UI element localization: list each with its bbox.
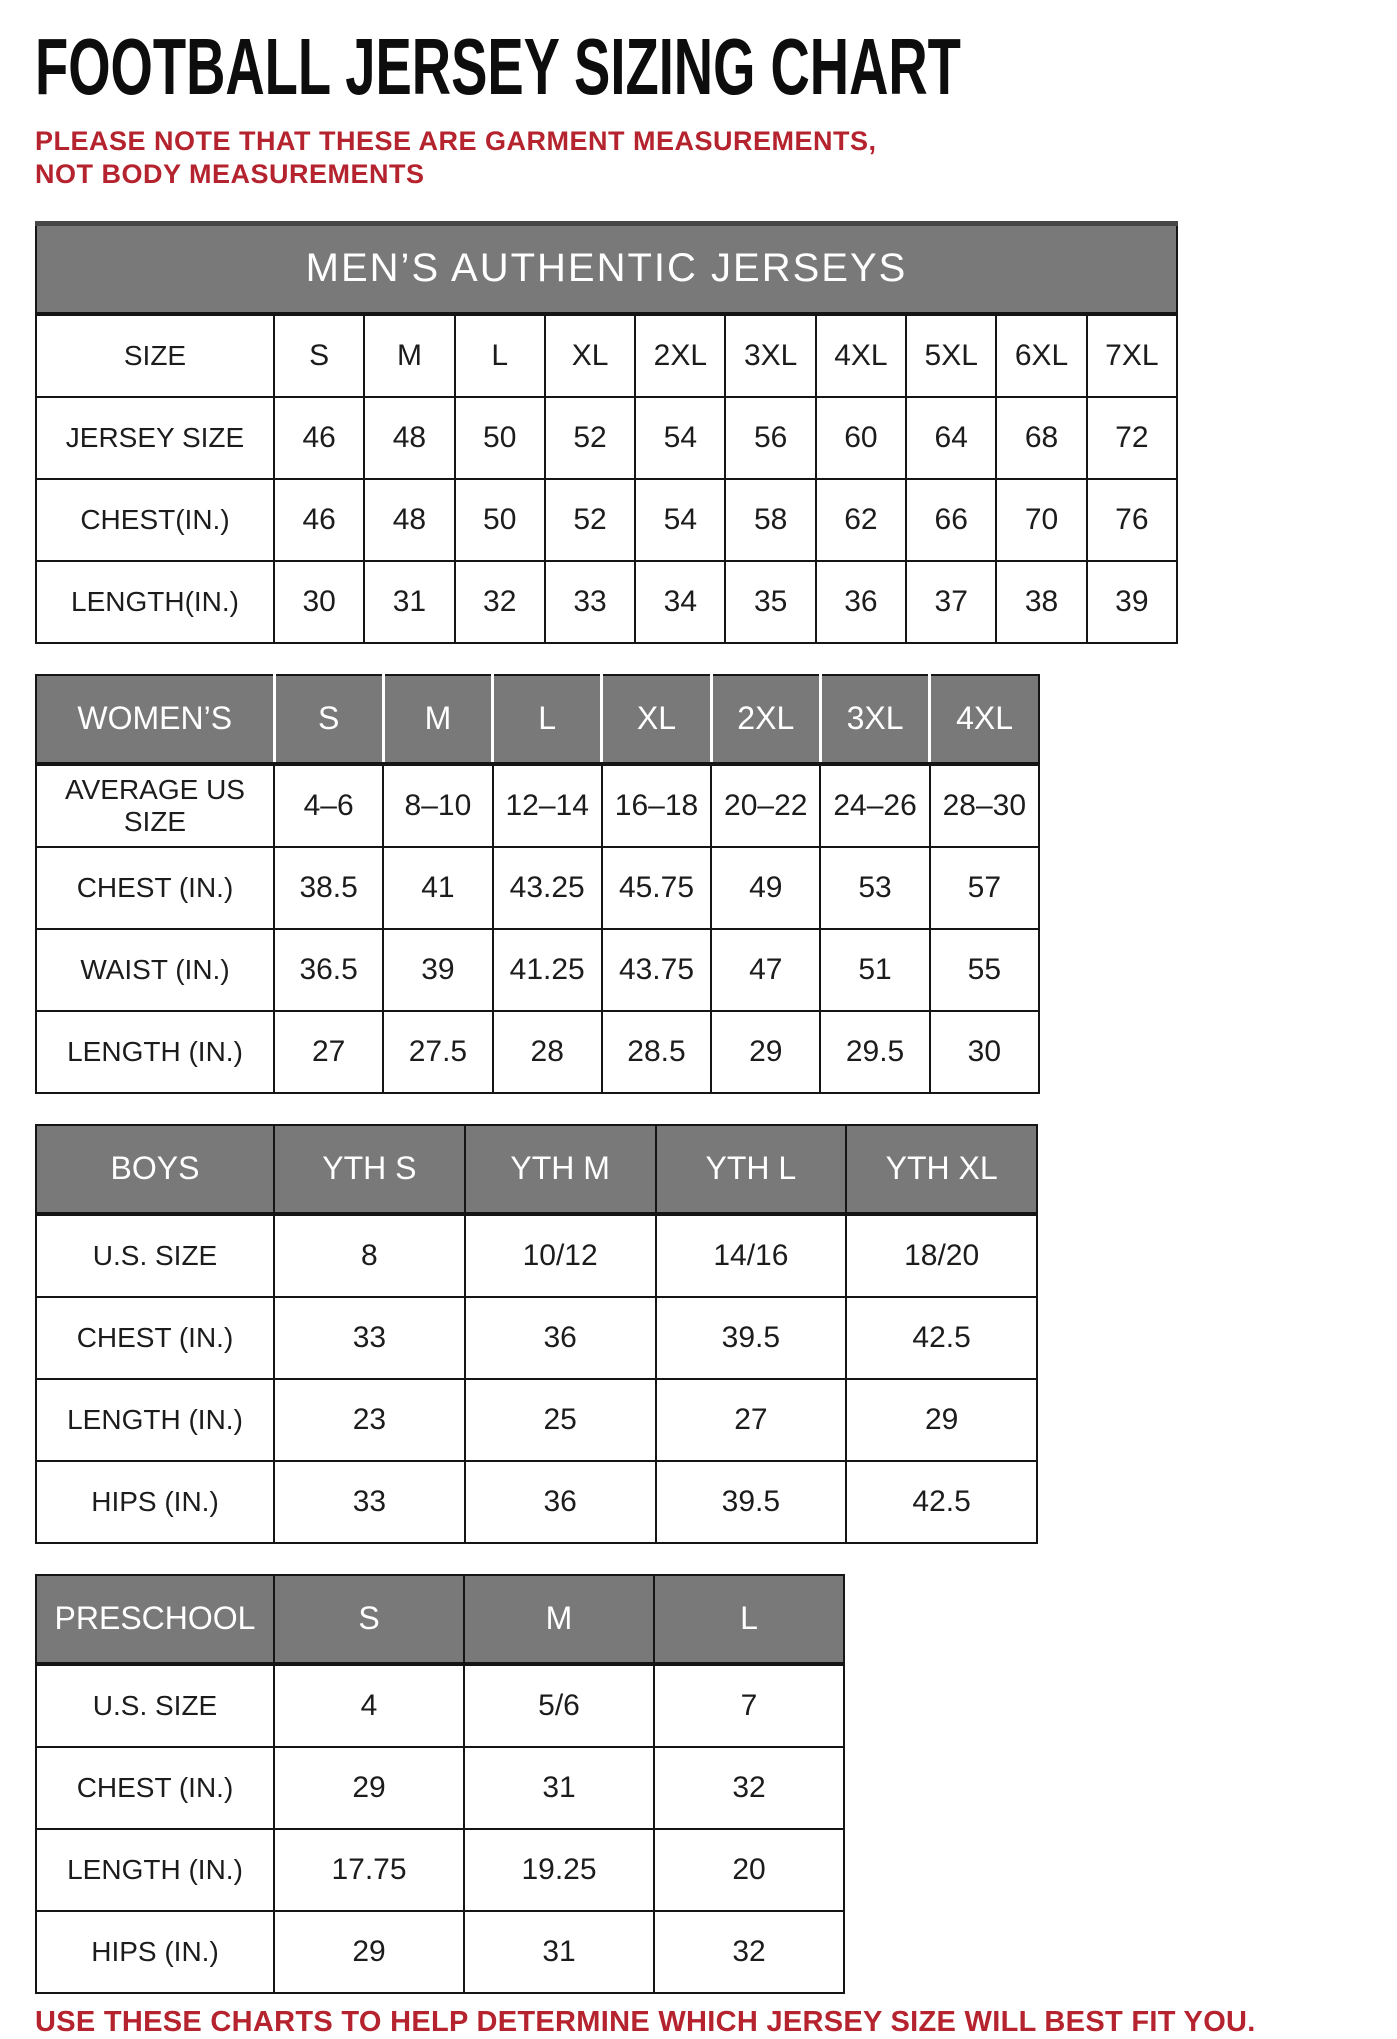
row-label-cell: WAIST (IN.) — [36, 929, 274, 1011]
value-cell: 39.5 — [656, 1461, 847, 1543]
value-cell: 39.5 — [656, 1297, 847, 1379]
value-cell: 19.25 — [464, 1829, 654, 1911]
column-header-cell: M — [464, 1575, 654, 1664]
row-label-cell: U.S. SIZE — [36, 1214, 274, 1297]
value-cell: 2XL — [635, 314, 725, 397]
value-cell: 30 — [274, 561, 364, 643]
value-cell: 50 — [455, 479, 545, 561]
value-cell: 42.5 — [846, 1461, 1037, 1543]
row-label-cell: LENGTH (IN.) — [36, 1829, 274, 1911]
table-row — [36, 1664, 844, 1747]
value-cell: 46 — [274, 397, 364, 479]
table-header-title: MEN’S AUTHENTIC JERSEYS — [36, 223, 1177, 314]
preschool-size-table — [35, 1574, 845, 1994]
column-header-cell: 2XL — [711, 675, 820, 764]
row-label-cell: CHEST(IN.) — [36, 479, 274, 561]
value-cell: 25 — [465, 1379, 656, 1461]
column-header-cell: S — [274, 675, 383, 764]
boys-header-row — [36, 1125, 1037, 1214]
table-row — [36, 1461, 1037, 1543]
value-cell: 50 — [455, 397, 545, 479]
value-cell: 36.5 — [274, 929, 383, 1011]
row-label-cell: JERSEY SIZE — [36, 397, 274, 479]
value-cell: 36 — [465, 1461, 656, 1543]
value-cell: 4 — [274, 1664, 464, 1747]
value-cell: 49 — [711, 847, 820, 929]
value-cell: 18/20 — [846, 1214, 1037, 1297]
value-cell: 55 — [930, 929, 1039, 1011]
value-cell: 4–6 — [274, 764, 383, 847]
value-cell: 29.5 — [820, 1011, 929, 1093]
value-cell: 28–30 — [930, 764, 1039, 847]
value-cell: 31 — [464, 1747, 654, 1829]
column-header-cell: S — [274, 1575, 464, 1664]
value-cell: 29 — [711, 1011, 820, 1093]
table-header-label: PRESCHOOL — [36, 1575, 274, 1664]
value-cell: 29 — [274, 1911, 464, 1993]
value-cell: 70 — [996, 479, 1086, 561]
value-cell: 52 — [545, 397, 635, 479]
value-cell: 31 — [464, 1911, 654, 1993]
value-cell: 24–26 — [820, 764, 929, 847]
value-cell: 33 — [545, 561, 635, 643]
value-cell: 3XL — [725, 314, 815, 397]
footer-note: USE THESE CHARTS TO HELP DETERMINE WHICH JERSEY SIZE WILL BEST FIT YOU. — [35, 2005, 1256, 2038]
column-header-cell: L — [493, 675, 602, 764]
value-cell: 32 — [654, 1747, 844, 1829]
boys-size-table — [35, 1124, 1038, 1544]
value-cell: 10/12 — [465, 1214, 656, 1297]
womens-header-row — [36, 675, 1039, 764]
value-cell: 46 — [274, 479, 364, 561]
table-row — [36, 1829, 844, 1911]
value-cell: 33 — [274, 1297, 465, 1379]
value-cell: 17.75 — [274, 1829, 464, 1911]
value-cell: 31 — [364, 561, 454, 643]
value-cell: 48 — [364, 479, 454, 561]
value-cell: 38 — [996, 561, 1086, 643]
value-cell: 39 — [383, 929, 492, 1011]
value-cell: 41 — [383, 847, 492, 929]
value-cell: 7XL — [1087, 314, 1177, 397]
table-row — [36, 561, 1177, 643]
page-title-text: FOOTBALL JERSEY SIZING CHART — [35, 22, 961, 112]
value-cell: 35 — [725, 561, 815, 643]
value-cell: 62 — [816, 479, 906, 561]
table-row — [36, 1747, 844, 1829]
value-cell: 53 — [820, 847, 929, 929]
value-cell: 16–18 — [602, 764, 711, 847]
value-cell: S — [274, 314, 364, 397]
row-label-cell: U.S. SIZE — [36, 1664, 274, 1747]
value-cell: 54 — [635, 397, 725, 479]
value-cell: 42.5 — [846, 1297, 1037, 1379]
preschool-header-row — [36, 1575, 844, 1664]
value-cell: 68 — [996, 397, 1086, 479]
value-cell: XL — [545, 314, 635, 397]
value-cell: 7 — [654, 1664, 844, 1747]
value-cell: 27 — [656, 1379, 847, 1461]
value-cell: 30 — [930, 1011, 1039, 1093]
value-cell: 32 — [455, 561, 545, 643]
table-row — [36, 847, 1039, 929]
value-cell: 32 — [654, 1911, 844, 1993]
mens-header-row — [36, 223, 1177, 314]
value-cell: 5/6 — [464, 1664, 654, 1747]
value-cell: 28 — [493, 1011, 602, 1093]
column-header-cell: 4XL — [930, 675, 1039, 764]
table-row — [36, 314, 1177, 397]
value-cell: 72 — [1087, 397, 1177, 479]
table-row — [36, 1911, 844, 1993]
value-cell: 14/16 — [656, 1214, 847, 1297]
row-label-cell: CHEST (IN.) — [36, 1297, 274, 1379]
value-cell: 56 — [725, 397, 815, 479]
value-cell: 51 — [820, 929, 929, 1011]
value-cell: M — [364, 314, 454, 397]
value-cell: 45.75 — [602, 847, 711, 929]
value-cell: 28.5 — [602, 1011, 711, 1093]
row-label-cell: LENGTH(IN.) — [36, 561, 274, 643]
value-cell: 20 — [654, 1829, 844, 1911]
value-cell: 4XL — [816, 314, 906, 397]
column-header-cell: YTH M — [465, 1125, 656, 1214]
column-header-cell: XL — [602, 675, 711, 764]
size-tables-container — [35, 221, 1220, 1994]
value-cell: 60 — [816, 397, 906, 479]
value-cell: 8 — [274, 1214, 465, 1297]
value-cell: 41.25 — [493, 929, 602, 1011]
value-cell: 66 — [906, 479, 996, 561]
row-label-cell: HIPS (IN.) — [36, 1461, 274, 1543]
value-cell: 43.25 — [493, 847, 602, 929]
column-header-cell: YTH L — [656, 1125, 847, 1214]
row-label-cell: SIZE — [36, 314, 274, 397]
table-row — [36, 479, 1177, 561]
row-label-cell: AVERAGE US SIZE — [36, 764, 274, 847]
value-cell: 5XL — [906, 314, 996, 397]
table-header-label: WOMEN’S — [36, 675, 274, 764]
table-row — [36, 1379, 1037, 1461]
value-cell: 52 — [545, 479, 635, 561]
value-cell: 38.5 — [274, 847, 383, 929]
value-cell: 12–14 — [493, 764, 602, 847]
value-cell: 57 — [930, 847, 1039, 929]
table-row — [36, 1011, 1039, 1093]
value-cell: 36 — [816, 561, 906, 643]
womens-size-table — [35, 674, 1040, 1094]
page-title — [35, 22, 1220, 112]
value-cell: 58 — [725, 479, 815, 561]
value-cell: 29 — [274, 1747, 464, 1829]
column-header-cell: L — [654, 1575, 844, 1664]
value-cell: 43.75 — [602, 929, 711, 1011]
table-row — [36, 1297, 1037, 1379]
value-cell: 29 — [846, 1379, 1037, 1461]
value-cell: 76 — [1087, 479, 1177, 561]
row-label-cell: LENGTH (IN.) — [36, 1011, 274, 1093]
value-cell: 34 — [635, 561, 725, 643]
value-cell: 8–10 — [383, 764, 492, 847]
value-cell: 39 — [1087, 561, 1177, 643]
value-cell: 27 — [274, 1011, 383, 1093]
row-label-cell: HIPS (IN.) — [36, 1911, 274, 1993]
column-header-cell: M — [383, 675, 492, 764]
value-cell: 20–22 — [711, 764, 820, 847]
value-cell: L — [455, 314, 545, 397]
value-cell: 54 — [635, 479, 725, 561]
row-label-cell: CHEST (IN.) — [36, 847, 274, 929]
value-cell: 36 — [465, 1297, 656, 1379]
value-cell: 47 — [711, 929, 820, 1011]
column-header-cell: 3XL — [820, 675, 929, 764]
table-row — [36, 397, 1177, 479]
column-header-cell: YTH S — [274, 1125, 465, 1214]
table-header-label: BOYS — [36, 1125, 274, 1214]
column-header-cell: YTH XL — [846, 1125, 1037, 1214]
row-label-cell: LENGTH (IN.) — [36, 1379, 274, 1461]
value-cell: 64 — [906, 397, 996, 479]
mens-size-table — [35, 221, 1178, 644]
value-cell: 6XL — [996, 314, 1086, 397]
value-cell: 48 — [364, 397, 454, 479]
value-cell: 23 — [274, 1379, 465, 1461]
value-cell: 33 — [274, 1461, 465, 1543]
table-row — [36, 764, 1039, 847]
row-label-cell: CHEST (IN.) — [36, 1747, 274, 1829]
value-cell: 37 — [906, 561, 996, 643]
garment-measurement-note: PLEASE NOTE THAT THESE ARE GARMENT MEASUREMENTS, NOT BODY MEASUREMENTS — [35, 125, 877, 189]
value-cell: 27.5 — [383, 1011, 492, 1093]
table-row — [36, 929, 1039, 1011]
table-row — [36, 1214, 1037, 1297]
